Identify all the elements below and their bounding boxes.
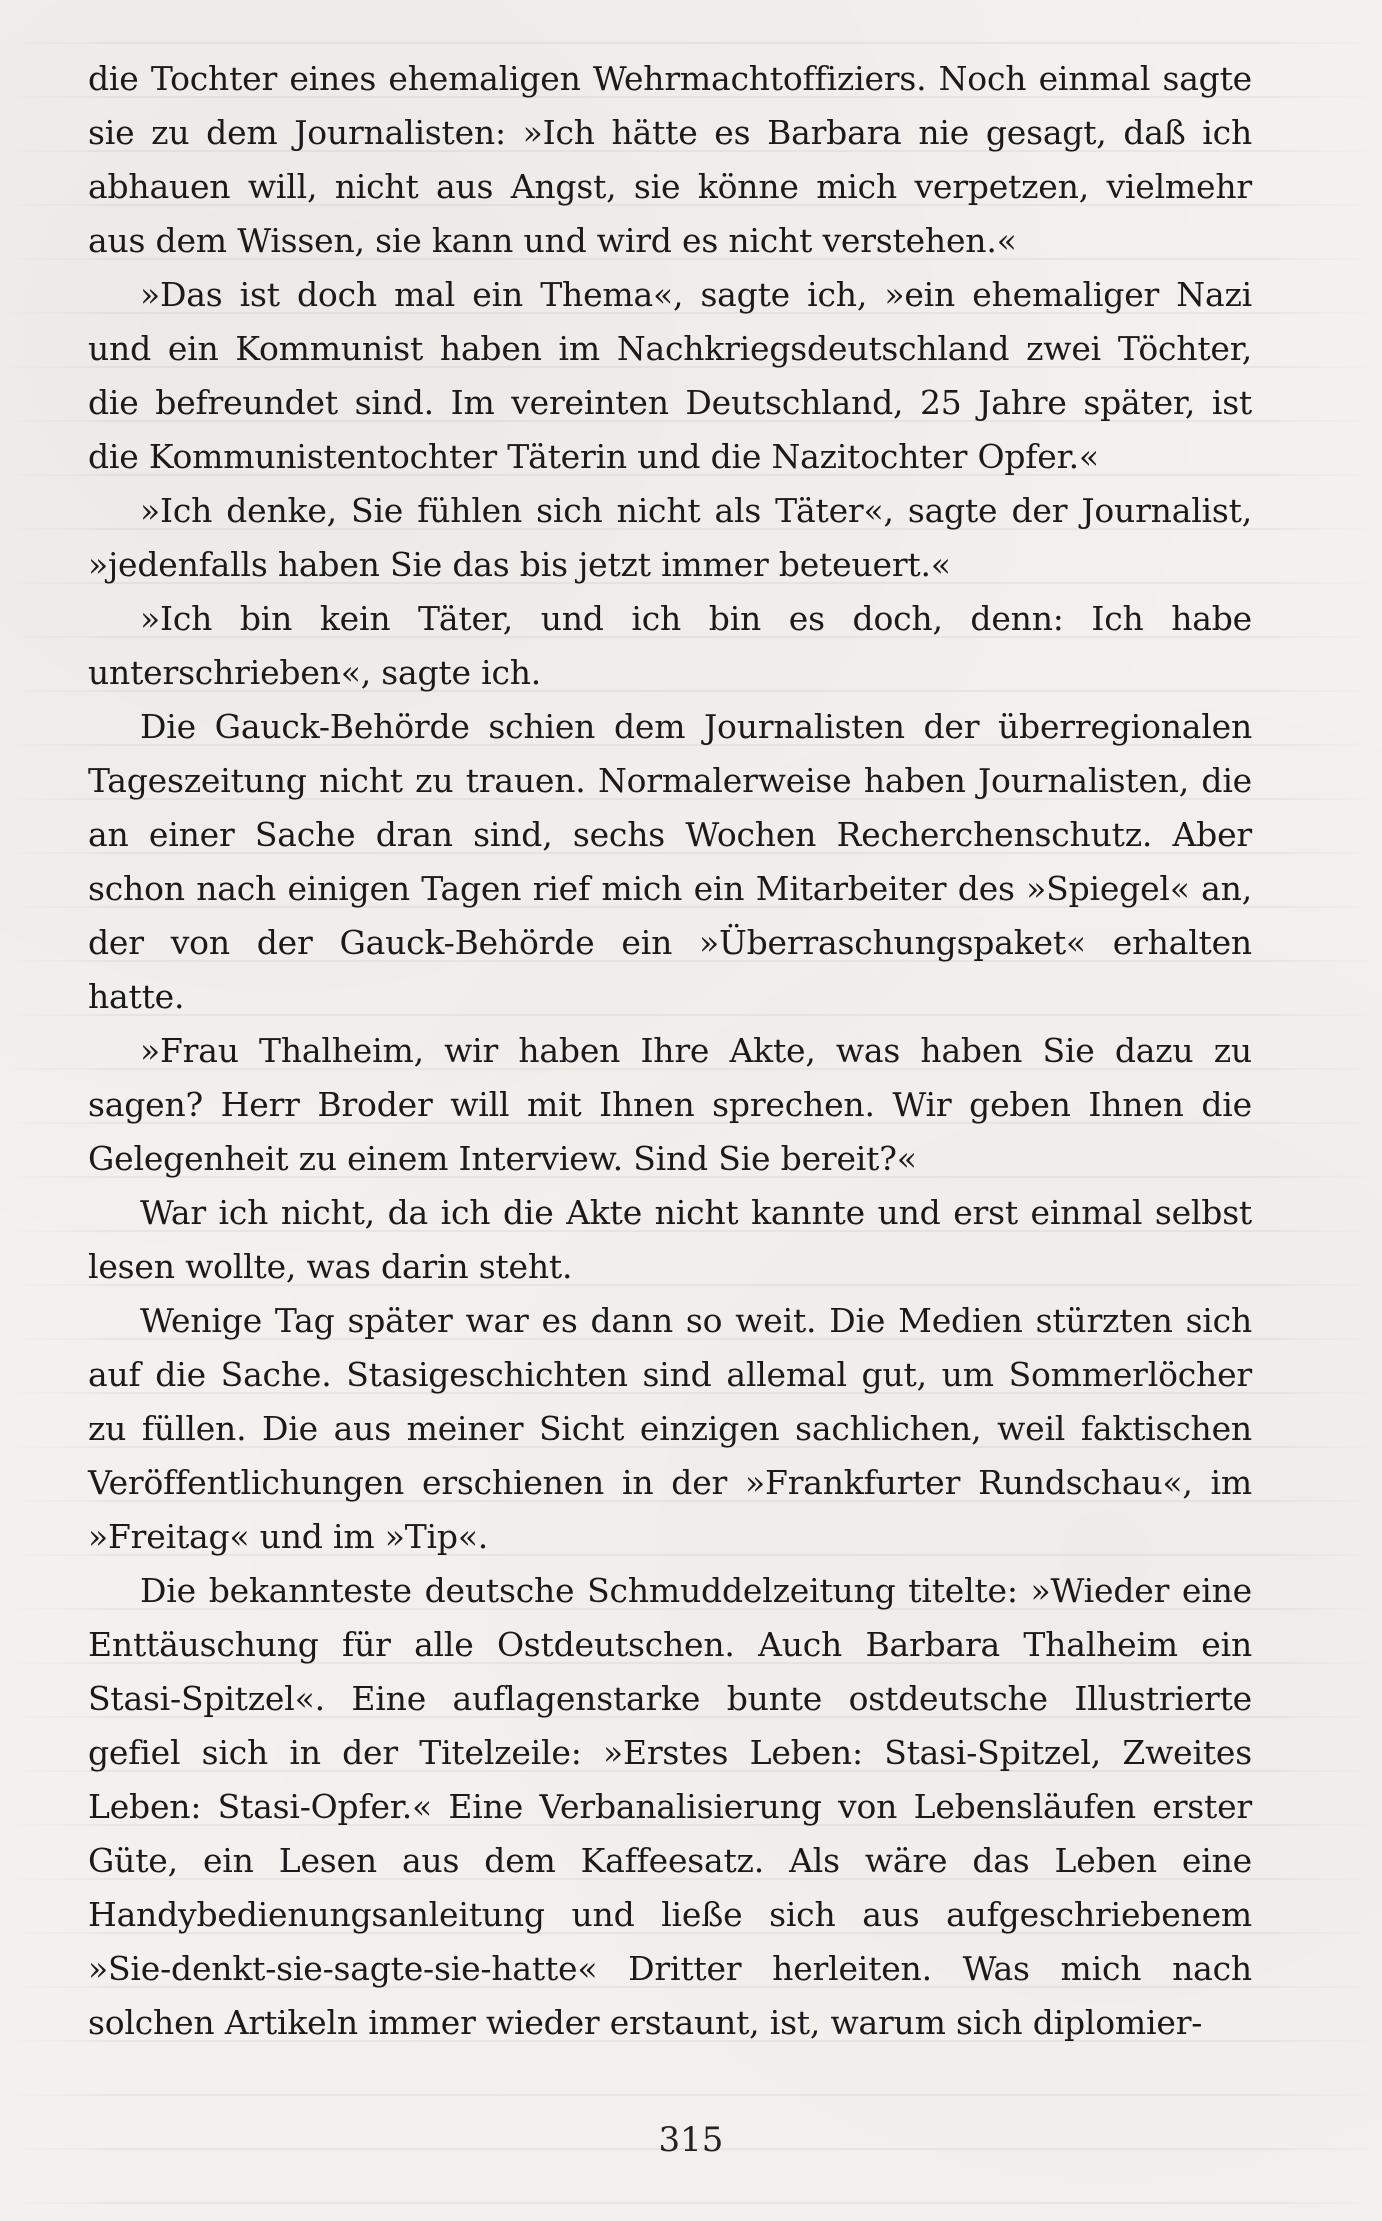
- paragraph: Wenige Tag später war es dann so weit. Die Medien stürzten sich auf die Sache. Stasigeschichten sind allemal gut, um Sommerlöcher zu füllen. Die aus meiner Sicht einzigen sachlichen, weil faktischen Veröffentlichungen erschienen in der »Frankfurter Rundschau«, im »Freitag« und im »Tip«.: [88, 1301, 1252, 1556]
- paragraph: die Tochter eines ehemaligen Wehrmachtoffiziers. Noch einmal sagte sie zu dem Journalisten: »Ich hätte es Barbara nie gesagt, daß ich abhauen will, nicht aus Angst, sie könne mich verpetzen, vielmehr aus dem Wissen, sie kann und wird es nicht verstehen.«: [88, 59, 1252, 260]
- paragraph: War ich nicht, da ich die Akte nicht kannte und erst einmal selbst lesen wollte, was darin steht.: [88, 1193, 1252, 1286]
- paragraph: »Ich denke, Sie fühlen sich nicht als Täter«, sagte der Journalist, »jedenfalls haben Sie das bis jetzt immer beteuert.«: [88, 491, 1252, 584]
- paragraph: »Ich bin kein Täter, und ich bin es doch, denn: Ich habe unterschrieben«, sagte ich.: [88, 599, 1252, 692]
- paragraph: Die bekannteste deutsche Schmuddelzeitung titelte: »Wieder eine Enttäuschung für alle Ostdeutschen. Auch Barbara Thalheim ein Stasi-Spitzel«. Eine auflagenstarke bunte ostdeutsche Illustrierte gefiel sich in der Titelzeile: »Erstes Leben: Stasi-Spitzel, Zweites Leben: Stasi-Opfer.« Eine Verbanalisierung von Lebensläufen erster Güte, ein Lesen aus dem Kaffeesatz. Als wäre das Leben eine Handybedienungsanleitung und ließe sich aus aufgeschriebenem »Sie-denkt-sie-sagte-sie-hatte« Dritter herleiten. Was mich nach solchen Artikeln immer wieder erstaunt, ist, warum sich diplomier-: [88, 1571, 1252, 2042]
- page-number: 315: [658, 2120, 724, 2160]
- paragraph: »Frau Thalheim, wir haben Ihre Akte, was haben Sie dazu zu sagen? Herr Broder will mit Ihnen sprechen. Wir geben Ihnen die Gelegenheit zu einem Interview. Sind Sie bereit?«: [88, 1031, 1252, 1178]
- body-text: [88, 52, 1252, 2050]
- paragraph: »Das ist doch mal ein Thema«, sagte ich, »ein ehemaliger Nazi und ein Kommunist haben im Nachkriegsdeutschland zwei Töchter, die befreundet sind. Im vereinten Deutschland, 25 Jahre später, ist die Kommunistentochter Täterin und die Nazitochter Opfer.«: [88, 275, 1252, 476]
- paragraph: Die Gauck-Behörde schien dem Journalisten der überregionalen Tageszeitung nicht zu trauen. Normalerweise haben Journalisten, die an einer Sache dran sind, sechs Wochen Recherchenschutz. Aber schon nach einigen Tagen rief mich ein Mitarbeiter des »Spiegel« an, der von der Gauck-Behörde ein »Überraschungspaket« erhalten hatte.: [88, 707, 1252, 1016]
